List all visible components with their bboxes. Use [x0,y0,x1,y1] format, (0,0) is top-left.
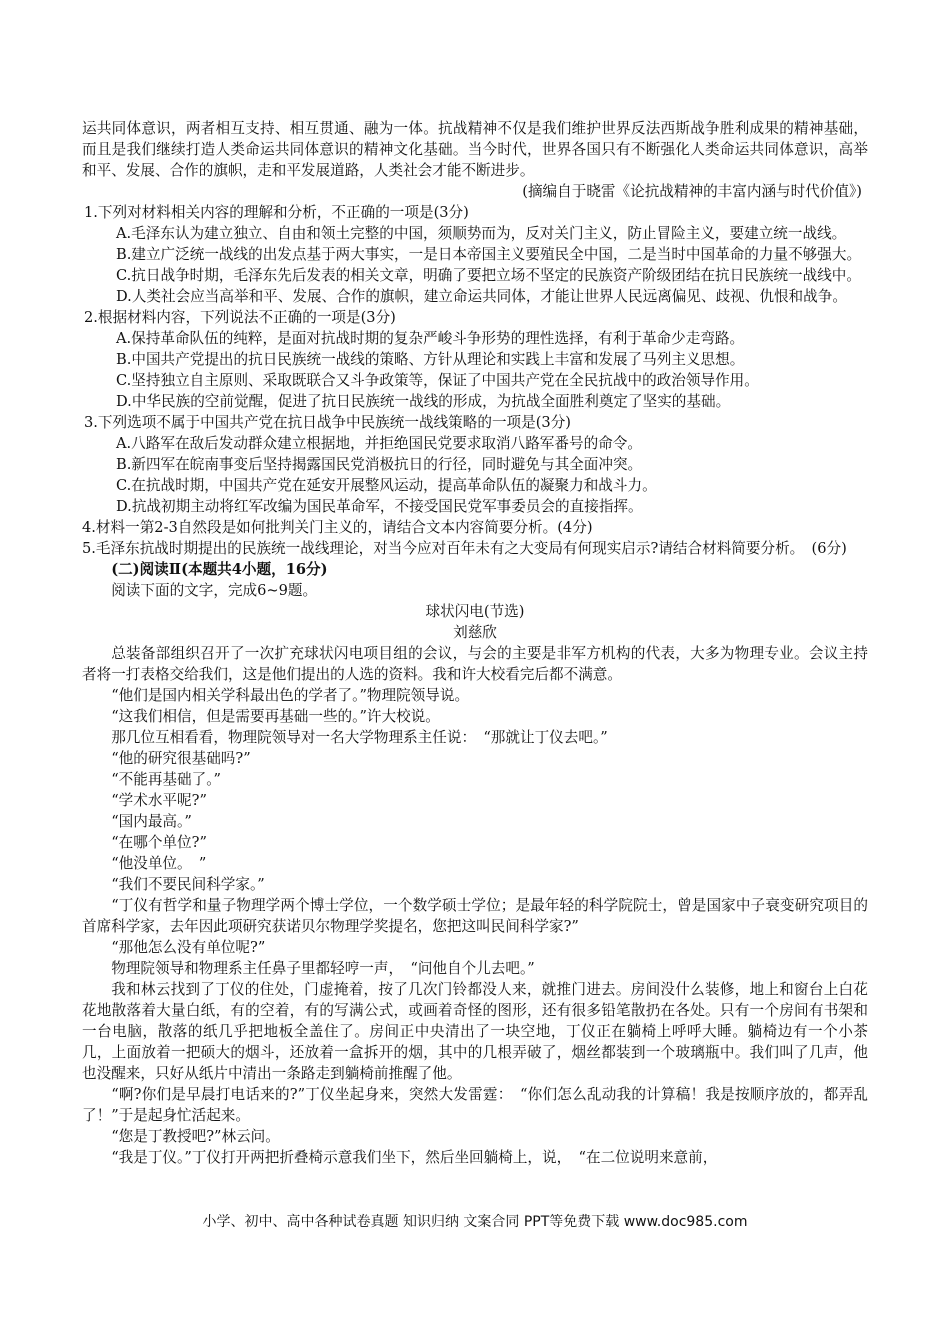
option-c: C.抗日战争时期，毛泽东先后发表的相关文章，明确了要把立场不坚定的民族资产阶级团结在抗日民族统一战线中。 [116,267,861,284]
option-b: B.新四军在皖南事变后坚持揭露国民党消极抗日的行径，同时避免与其全面冲突。 [116,456,643,473]
story-paragraph: “国内最高。” [111,813,192,830]
question-2 [82,307,868,412]
story-paragraph: “这我们相信，但是需要再基础一些的。”许大校说。 [111,708,440,725]
question-3 [82,412,868,517]
option-c: C.坚持独立自主原则、采取既联合又斗争政策等，保证了中国共产党在全民抗战中的政治领导作用。 [116,372,759,389]
option-b: B.中国共产党提出的抗日民族统一战线的策略、方针从理论和实践上丰富和发展了马列主义思想。 [116,351,745,368]
story-paragraph: “您是丁教授吧?”林云问。 [111,1128,280,1145]
story-paragraph: 物理院领导和物理系主任鼻子里都轻哼一声， “问他自个儿去吧。” [111,960,535,977]
question-4: 4.材料一第2-3自然段是如何批判关门主义的，请结合文本内容简要分析。(4分) [82,519,593,536]
story-paragraph: “我是丁仪。”丁仪打开两把折叠椅示意我们坐下，然后坐回躺椅上，说， “在二位说明来意前， [111,1149,718,1166]
story-author: 刘慈欣 [453,624,497,641]
document-page [82,118,868,1168]
page-footer: 小学、初中、高中各种试卷真题 知识归纳 文案合同 PPT等免费下载 www.doc985.com [202,1214,748,1230]
story-paragraph: “啊?你们是早晨打电话来的?”丁仪坐起身来，突然大发雷霆： “你们怎么乱动我的计算稿！我是按顺序放的，都弄乱了！”于是起身忙活起来。 [82,1086,868,1124]
question-1 [82,202,868,307]
option-a: A.八路军在敌后发动群众建立根据地，并拒绝国民党要求取消八路军番号的命令。 [116,435,642,452]
passage-end: 运共同体意识，两者相互支持、相互贯通、融为一体。抗战精神不仅是我们维护世界反法西斯战争胜利成果的精神基础，而且是我们继续打造人类命运共同体意识的精神文化基础。当今时代，世界各国只有不断强化人类命运共同体意识，高举和平、发展、合作的旗帜，走和平发展道路，人类社会才能不断进步。 [82,120,868,179]
option-a: A.毛泽东认为建立独立、自由和领土完整的中国，须顺势而为，反对关门主义，防止冒险主义，要建立统一战线。 [116,225,847,242]
story-paragraph: 总装备部组织召开了一次扩充球状闪电项目组的会议，与会的主要是非军方机构的代表，大多为物理专业。会议主持者将一打表格交给我们，这是他们提出的人选的资料。我和许大校看完后都不满意。 [82,645,868,683]
story-paragraph: “他们是国内相关学科最出色的学者了。”物理院领导说。 [111,687,470,704]
option-d: D.抗战初期主动将红军改编为国民革命军，不接受国民党军事委员会的直接指挥。 [116,498,643,515]
story-paragraph: “我们不要民间科学家。” [111,876,265,893]
story-paragraph: 那几位互相看看，物理院领导对一名大学物理系主任说： “那就让丁仪去吧。” [111,729,608,746]
option-d: D.人类社会应当高举和平、发展、合作的旗帜，建立命运共同体，才能让世界人民远离偏见、歧视、仇恨和战争。 [116,288,847,305]
question-5: 5.毛泽东抗战时期提出的民族统一战线理论，对当今应对百年未有之大变局有何现实启示?请结合材料简要分析。 (6分) [82,540,847,557]
option-a: A.保持革命队伍的纯粹，是面对抗战时期的复杂严峻斗争形势的理性选择，有利于革命少走弯路。 [116,330,745,347]
story-paragraph: “他没单位。 ” [111,855,207,872]
story-paragraph: “丁仪有哲学和量子物理学两个博士学位，一个数学硕士学位；是最年轻的科学院院士，曾是国家中子衰变研究项目的首席科学家，去年因此项研究获诺贝尔物理学奖提名，您把这叫民间科学家?” [82,897,868,935]
question-stem: 2.根据材料内容，下列说法不正确的一项是(3分) [84,309,396,326]
story-paragraph: “不能再基础了。” [111,771,221,788]
story-body [82,643,868,1168]
story-paragraph: “学术水平呢?” [111,792,207,809]
question-stem: 3.下列选项不属于中国共产党在抗日战争中民族统一战线策略的一项是(3分) [84,414,572,431]
story-paragraph: “在哪个单位?” [111,834,207,851]
story-paragraph: 我和林云找到了丁仪的住处，门虚掩着，按了几次门铃都没人来，就推门进去。房间没什么装修，地上和窗台上白花花地散落着大量白纸，有的空着，有的写满公式，或画着奇怪的图形，还有很多铅笔散扔在各处。只有一个房间有书架和一台电脑，散落的纸几乎把地板全盖住了。房间正中央清出了一块空地，丁仪正在躺椅上呼呼大睡。躺椅边有一个小茶几，上面放着一把硕大的烟斗，还放着一盒拆开的烟，其中的几根弄破了，烟丝都装到一个玻璃瓶中。我们叫了几声，他也没醒来，只好从纸片中清出一条路走到躺椅前推醒了他。 [82,981,868,1082]
question-stem: 1.下列对材料相关内容的理解和分析，不正确的一项是(3分) [84,204,469,221]
option-c: C.在抗战时期，中国共产党在延安开展整风运动，提高革命队伍的凝聚力和战斗力。 [116,477,657,494]
passage-source: (摘编自于晓雷《论抗战精神的丰富内涵与时代价值》) [522,183,862,200]
story-paragraph: “他的研究很基础吗?” [111,750,251,767]
option-b: B.建立广泛统一战线的出发点基于两大事实，一是日本帝国主义要殖民全中国，二是当时中国革命的力量不够强大。 [116,246,862,263]
option-d: D.中华民族的空前觉醒，促进了抗日民族统一战线的形成，为抗战全面胜利奠定了坚实的基础。 [116,393,731,410]
section-title: (二)阅读Ⅱ(本题共4小题，16分) [111,561,328,578]
section-instruction: 阅读下面的文字，完成6~9题。 [111,582,318,599]
story-paragraph: “那他怎么没有单位呢?” [111,939,266,956]
story-title: 球状闪电(节选) [425,603,525,620]
